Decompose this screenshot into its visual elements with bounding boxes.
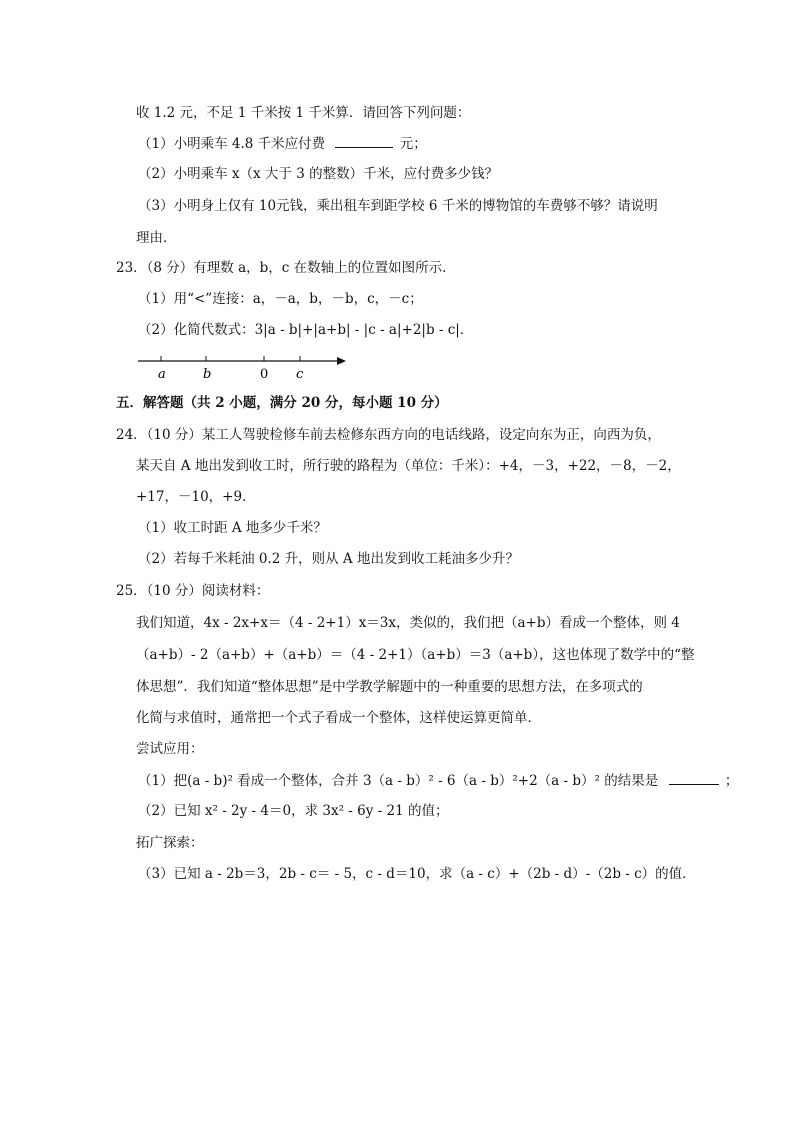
q22-part3-line2: 理由．	[136, 230, 177, 246]
q24-line2: 某天自 A 地出发到收工时，所行驶的路程为（单位：千米）：+4，－3，+22，－8，－2，	[136, 458, 681, 474]
q24-line3: +17，－10，+9．	[136, 489, 256, 505]
q22-part2: （2）小明乘车 x（x 大于 3 的整数）千米，应付费多少钱？	[138, 166, 499, 182]
q25-stem: 25．（10 分）阅读材料：	[116, 583, 270, 599]
q22-part1-text: （1）小明乘车 4.8 千米应付费	[138, 136, 326, 152]
q23-part2: （2）化简代数式：3|a - b|+|a+b| - |c - a|+2|b - c|．	[138, 322, 474, 338]
q25-reading-1: 我们知道，4x - 2x+x＝（4 - 2+1）x＝3x，类似的，我们把（a+b）看成一个整体，则 4	[136, 615, 680, 631]
label-0: 0	[260, 367, 269, 382]
q24-line1: 24．（10 分）某工人驾驶检修车前去检修东西方向的电话线路，设定向东为正，向西为负，	[116, 427, 661, 443]
q23-stem: 23．（8 分）有理数 a，b，c 在数轴上的位置如图所示．	[116, 260, 456, 276]
q25-ext-label: 拓广探索：	[136, 835, 204, 851]
number-line	[134, 350, 354, 384]
q22-part1	[138, 134, 427, 153]
q25-part1	[138, 771, 738, 790]
q23-part1: （1）用“<”连接：a，－a，b，－b，c，－c；	[138, 291, 423, 307]
q25-part3: （3）已知 a - 2b＝3，2b - c＝ - 5，c - d＝10，求（a - c）+（2b - d）-（2b - c）的值．	[138, 866, 696, 882]
q22-part1-unit: 元；	[399, 136, 427, 152]
q25-reading-4: 化简与求值时，通常把一个式子看成一个整体，这样使运算更简单．	[136, 710, 541, 726]
label-b: b	[203, 367, 212, 382]
q25-try-label: 尝试应用：	[136, 741, 204, 757]
section-heading: 五．解答题（共 2 小题，满分 20 分，每小题 10 分）	[116, 395, 448, 411]
label-c: c	[296, 367, 304, 382]
q22-intro-text: 收 1.2 元，不足 1 千米按 1 千米算．请回答下列问题：	[136, 105, 471, 121]
q25-part2: （2）已知 x² - 2y - 4＝0，求 3x² - 6y - 21 的值；	[138, 803, 449, 819]
q25-part1-end: ；	[724, 773, 739, 789]
q25-reading-2: （a+b）- 2（a+b）+（a+b）＝（4 - 2+1）（a+b）＝3（a+b），这也体现了数学中的“整	[136, 647, 695, 663]
answer-blank	[669, 771, 719, 785]
label-a: a	[158, 367, 166, 382]
q25-part1-text: （1）把(a - b)² 看成一个整体，合并 3（a - b）² - 6（a - b）²+2（a - b）² 的结果是	[138, 773, 659, 789]
q22-part3-line1: （3）小明身上仅有 10元钱，乘出租车到距学校 6 千米的博物馆的车费够不够？请说明	[138, 198, 658, 214]
answer-blank	[335, 134, 393, 148]
q25-reading-3: 体思想”．我们知道“整体思想”是中学教学解题中的一种重要的思想方法，在多项式的	[136, 679, 643, 695]
q24-part2: （2）若每千米耗油 0.2 升，则从 A 地出发到收工耗油多少升？	[138, 551, 519, 567]
q24-part1: （1）收工时距 A 地多少千米？	[138, 520, 327, 536]
